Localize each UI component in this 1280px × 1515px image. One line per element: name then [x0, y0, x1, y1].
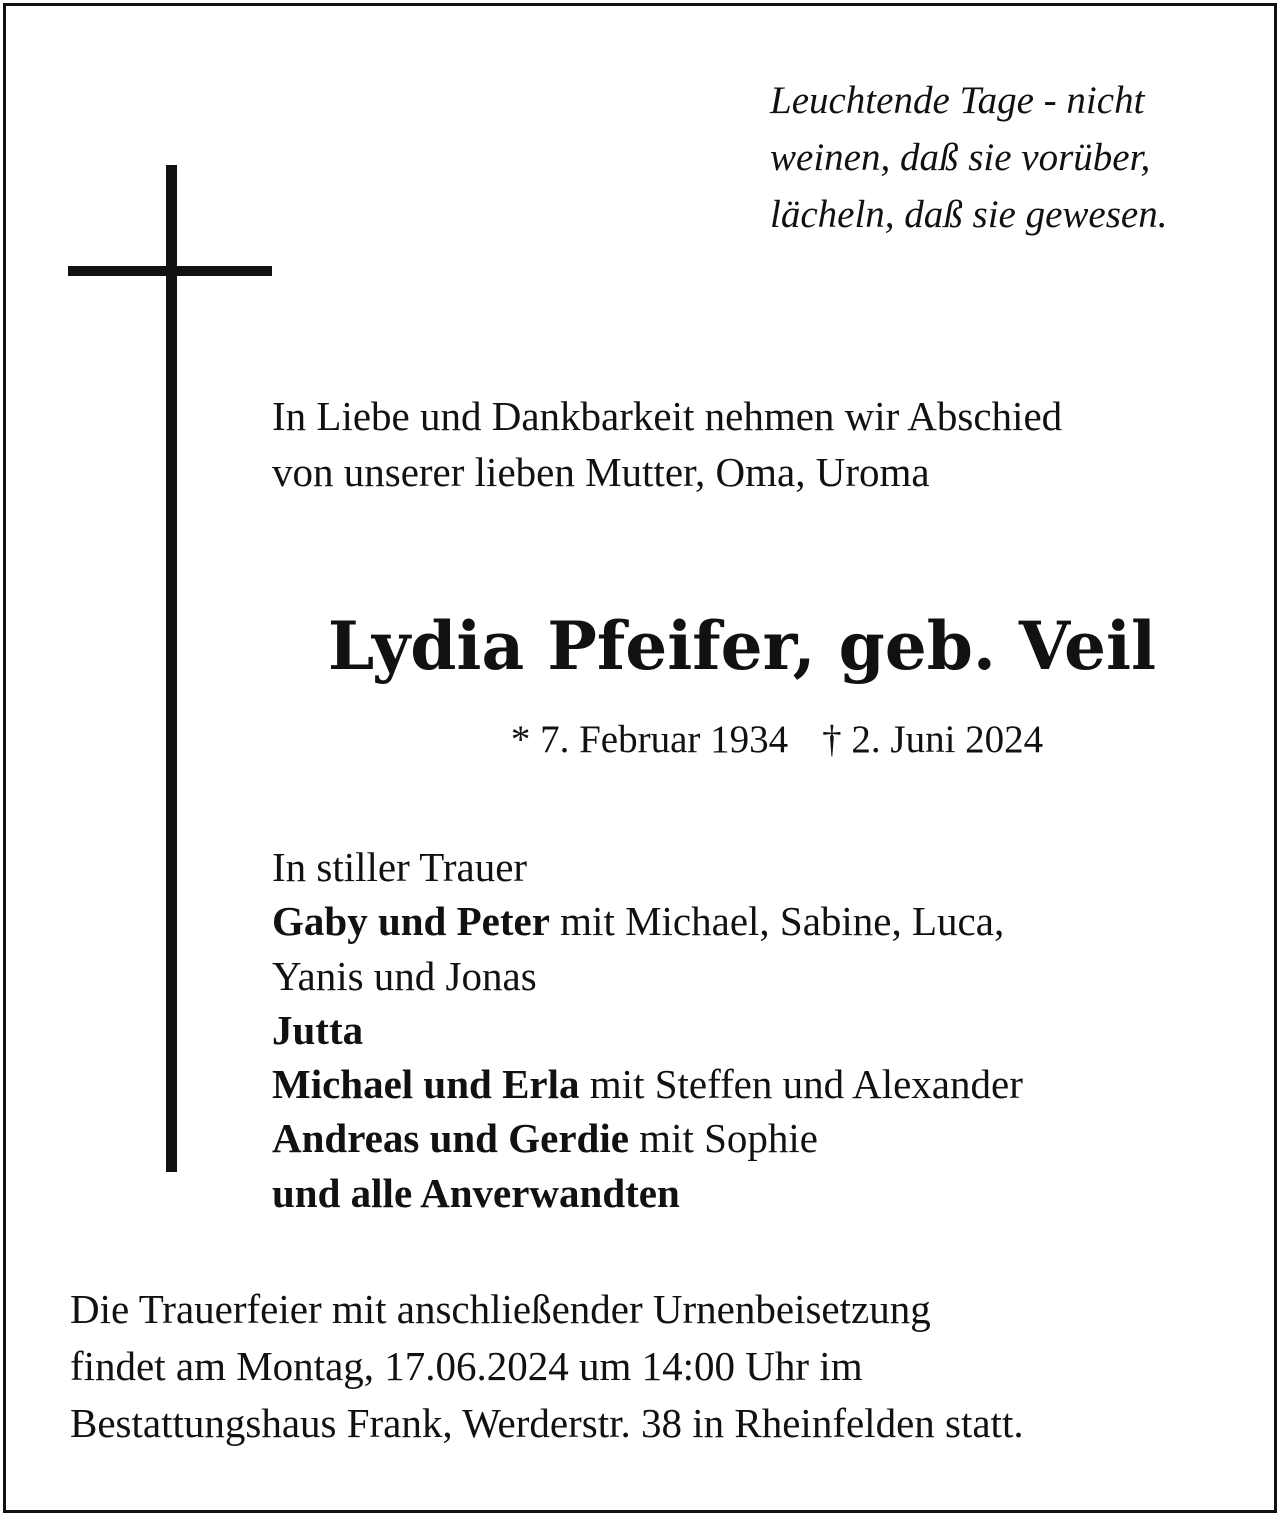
motto-line: weinen, daß sie vorüber,	[770, 136, 1151, 179]
mourner-line	[272, 1111, 1252, 1165]
mourner-line: Yanis und Jonas	[272, 952, 537, 999]
mourner-line	[272, 1003, 1252, 1057]
motto-quote	[770, 72, 1250, 243]
mourner-names-bold: Michael und Erla	[272, 1061, 580, 1108]
deceased-name: Lydia Pfeifer, geb. Veil	[327, 607, 1157, 685]
intro-text	[272, 388, 1262, 500]
mourners-list	[272, 840, 1252, 1220]
cross-icon-vertical-bar	[166, 165, 177, 1172]
motto-line: lächeln, daß sie gewesen.	[770, 193, 1168, 236]
mourner-line	[272, 1166, 1252, 1220]
mourner-line	[272, 1057, 1252, 1111]
mourner-names-rest: mit Sophie	[628, 1115, 818, 1162]
mourner-names-bold: Andreas und Gerdie	[272, 1115, 629, 1162]
birth-date: * 7. Februar 1934	[510, 718, 789, 761]
funeral-service-info	[70, 1281, 1250, 1452]
intro-line: In Liebe und Dankbarkeit nehmen wir Abschied	[272, 393, 1063, 439]
motto-line: Leuchtende Tage - nicht	[770, 79, 1145, 122]
mourner-names-bold: Gaby und Peter	[272, 898, 550, 945]
service-line: findet am Montag, 17.06.2024 um 14:00 Uhr im	[70, 1343, 863, 1389]
mourner-names-bold: Jutta	[272, 1006, 364, 1053]
mourner-line	[272, 894, 1252, 948]
mourner-names-rest: mit Steffen und Alexander	[579, 1061, 1023, 1108]
life-dates	[272, 712, 1280, 768]
service-line: Bestattungshaus Frank, Werderstr. 38 in Rheinfelden statt.	[70, 1400, 1024, 1446]
intro-line: von unserer lieben Mutter, Oma, Uroma	[272, 449, 930, 495]
mourner-names-rest: mit Michael, Sabine, Luca,	[549, 898, 1005, 945]
mourners-heading: In stiller Trauer	[272, 844, 528, 890]
service-line: Die Trauerfeier mit anschließender Urnenbeisetzung	[70, 1286, 931, 1332]
mourner-names-bold: und alle Anverwandten	[272, 1169, 680, 1216]
cross-icon-horizontal-bar	[68, 266, 272, 276]
death-date: † 2. Juni 2024	[822, 718, 1044, 761]
